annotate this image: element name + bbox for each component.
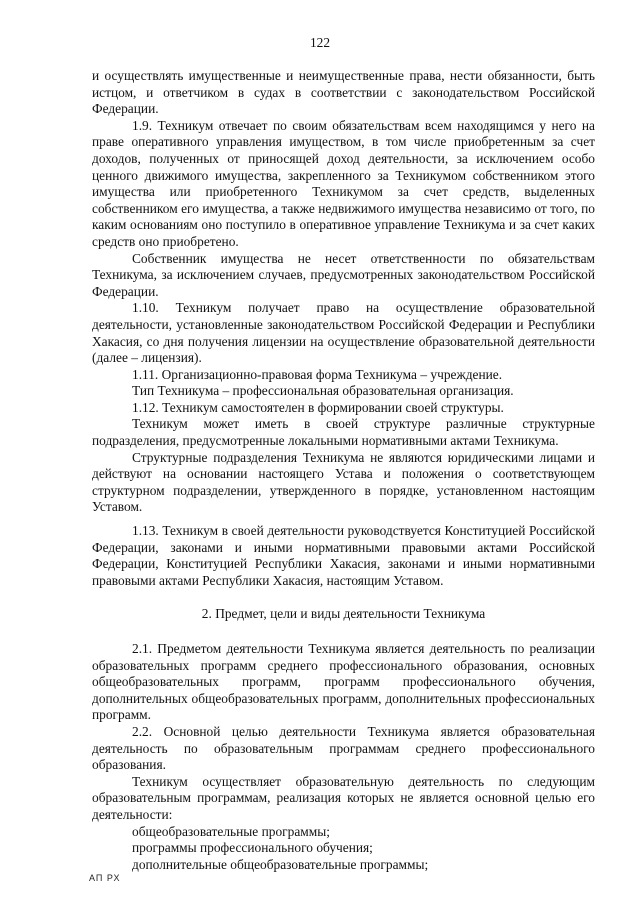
paragraph: Техникум осуществляет образовательную деятельность по следующим образовательным программам, реализация которых не является основной целью его деятельности: — [92, 773, 595, 822]
list-item: общеобразовательные программы; — [132, 823, 330, 839]
list-item: программы профессионального обучения; — [132, 840, 373, 856]
paragraph: 1.12. Техникум самостоятелен в формировании своей структуры. — [132, 399, 504, 415]
paragraph: 2.2. Основной целью деятельности Техникума является образовательная деятельность по образовательным программам среднего профессионального образования. — [92, 723, 595, 773]
paragraph: 2.1. Предметом деятельности Техникума является деятельность по реализации образовательных программ среднего профессионального образования, основных общеобразовательных программ, программ профессионального обучения, дополнительных общеобразовательных программ, дополнительных профессиональных программ. — [92, 641, 595, 723]
paragraph: Структурные подразделения Техникума не являются юридическими лицами и действуют на основании настоящего Устава и положения о соответствующем структурном подразделении, утвержденного в порядке, установленном настоящим Уставом. — [92, 449, 595, 515]
list-item: дополнительные общеобразовательные программы; — [132, 856, 429, 872]
paragraph: 1.9. Техникум отвечает по своим обязательствам всем находящимся у него на праве оперативного управления имуществом, в том числе приобретенным за счет доходов, полученных от приносящей доход деятельности, за исключением особо ценного движимого имущества, закрепленного за Техникумом собственником этого имущества или приобретенного Техникумом за счет средств, выделенных собственником его имущества, а также недвижимого имущества независимо от того, по каким основаниям оно поступило в оперативное управление Техникума и за счет каких средств оно приобретено. — [92, 117, 595, 249]
page-number: 122 — [309, 35, 331, 50]
paragraph: 1.11. Организационно-правовая форма Техникума – учреждение. — [132, 366, 503, 382]
paragraph: 1.10. Техникум получает право на осуществление образовательной деятельности, установленные законодательством Российской Федерации и Республики Хакасия, со дня получения лицензии на осуществление образовательной деятельности (далее – лицензия). — [92, 300, 595, 366]
section-heading: 2. Предмет, цели и виды деятельности Техникума — [201, 606, 486, 622]
paragraph: и осуществлять имущественные и неимущественные права, нести обязанности, быть истцом, и ответчиком в судах в соответствии с законодательством Российской Федерации. — [92, 68, 595, 117]
paragraph: Техникум может иметь в своей структуре различные структурные подразделения, предусмотренные локальными нормативными актами Техникума. — [92, 416, 595, 449]
paragraph: Тип Техникума – профессиональная образовательная организация. — [132, 383, 514, 399]
footer-code: АП РХ — [89, 873, 121, 883]
paragraph: Собственник имущества не несет ответственности по обязательствам Техникума, за исключением случаев, предусмотренных законодательством Российской Федерации. — [92, 250, 595, 299]
document-body — [92, 68, 595, 873]
paragraph: 1.13. Техникум в своей деятельности руководствуется Конституцией Российской Федерации, законами и иными нормативными правовыми актами Российской Федерации, Конституцией Республики Хакасия, законами и иными нормативными правовыми актами Республики Хакасия, настоящим Уставом. — [92, 523, 595, 588]
